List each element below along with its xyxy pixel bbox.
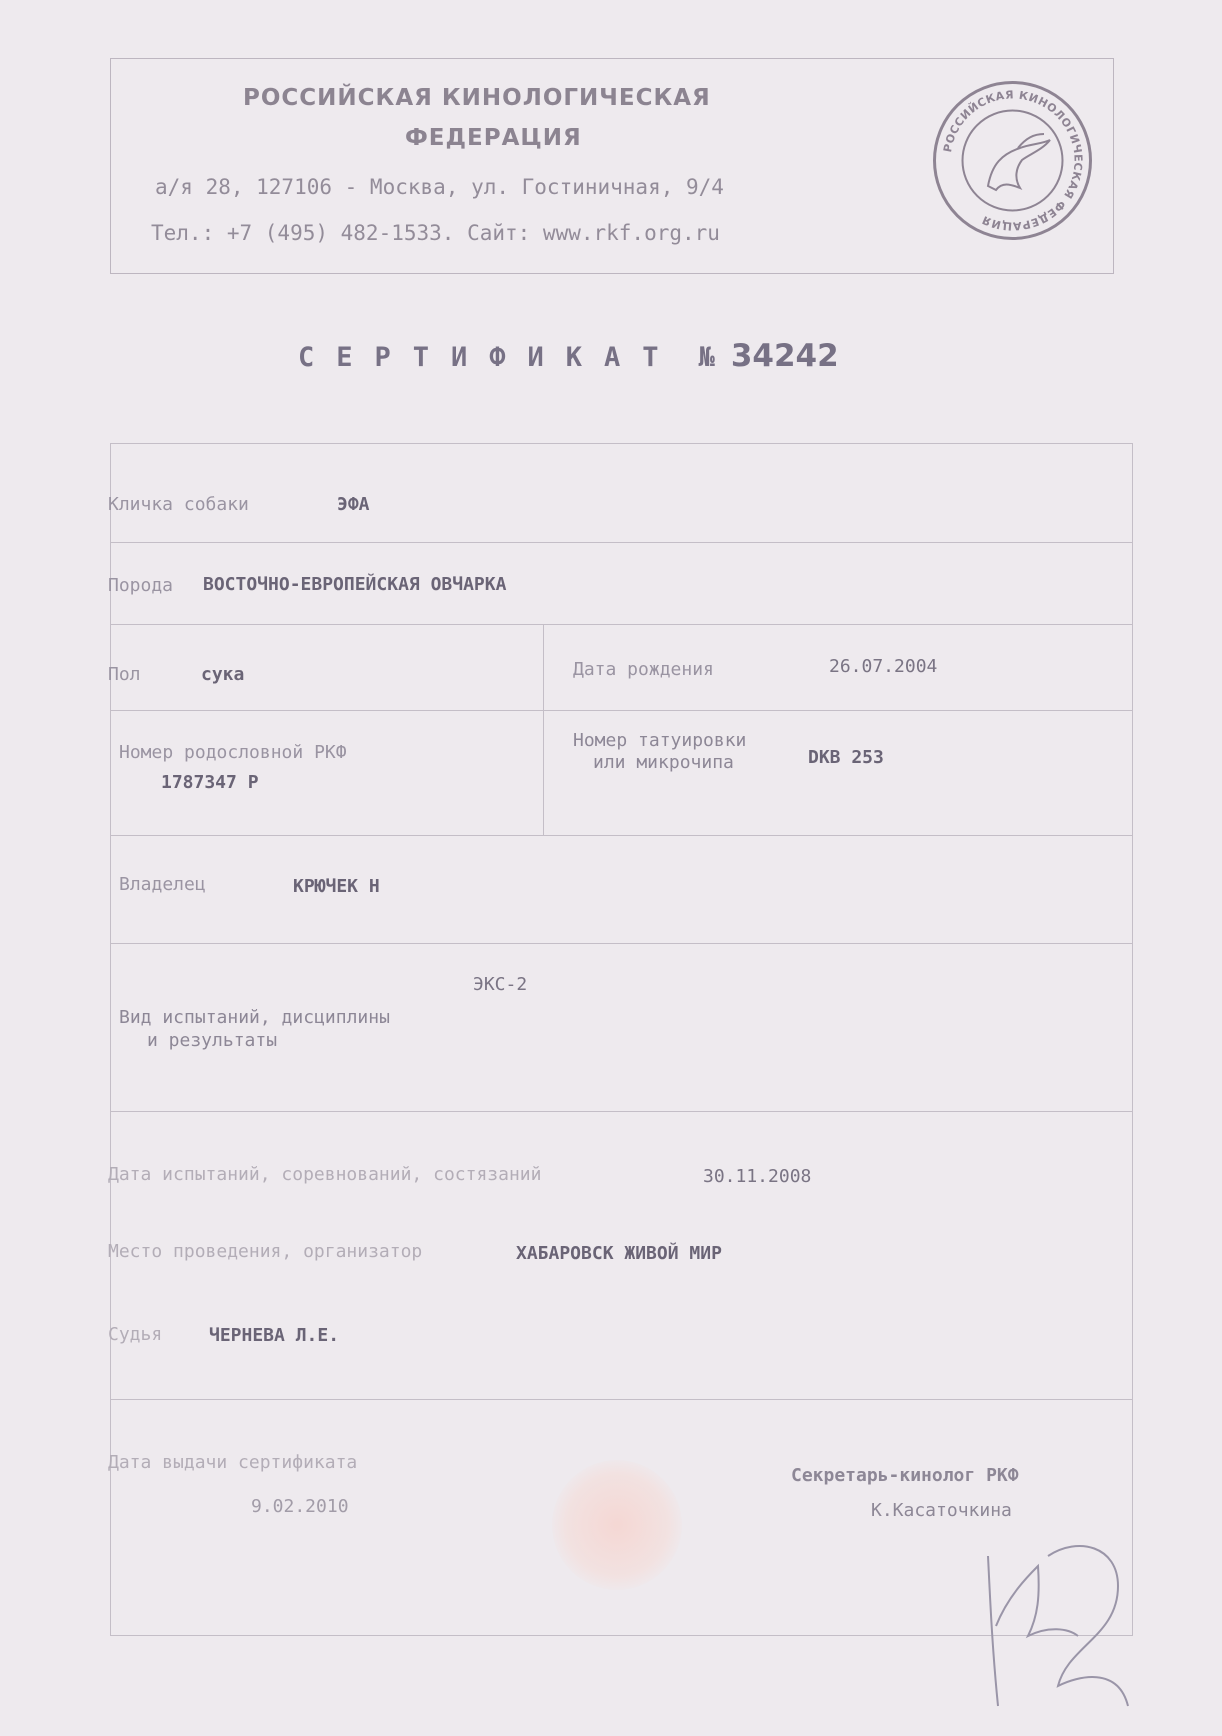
row-divider: [111, 1111, 1132, 1112]
row-divider: [111, 710, 1132, 711]
pedigree-value: 1787347 Р: [161, 772, 259, 793]
birth-date-label: Дата рождения: [573, 659, 714, 680]
certificate-form: [110, 443, 1133, 1636]
certificate-number: 34242: [730, 338, 839, 374]
place-value: ХАБАРОВСК ЖИВОЙ МИР: [516, 1243, 722, 1264]
number-sign: №: [698, 342, 715, 373]
test-date-label: Дата испытаний, соревнований, состязаний: [108, 1164, 542, 1185]
certificate-title: [298, 338, 839, 374]
org-address: а/я 28, 127106 - Москва, ул. Гостиничная, 9/4: [155, 175, 724, 199]
sex-value: сука: [201, 664, 245, 685]
birth-date-value: 26.07.2004: [829, 656, 938, 677]
sex-label: Пол: [108, 664, 141, 685]
tattoo-label-line2: или микрочипа: [593, 752, 734, 773]
owner-value: КРЮЧЕК Н: [293, 876, 380, 897]
signature-icon: [968, 1536, 1138, 1726]
judge-value: ЧЕРНЕВА Л.Е.: [209, 1325, 340, 1346]
place-label: Место проведения, организатор: [108, 1241, 423, 1262]
test-label-line2: и результаты: [147, 1030, 278, 1051]
row-divider: [111, 835, 1132, 836]
dog-name-label: Кличка собаки: [108, 494, 249, 515]
row-divider: [111, 1399, 1132, 1400]
issue-date-value: 9.02.2010: [251, 1496, 349, 1517]
test-label-line1: Вид испытаний, дисциплины: [119, 1007, 390, 1028]
org-name-line1: РОССИЙСКАЯ КИНОЛОГИЧЕСКАЯ: [243, 85, 711, 111]
row-divider: [111, 542, 1132, 543]
seal-text: РОССИЙСКАЯ КИНОЛОГИЧЕСКАЯ ФЕДЕРАЦИЯ: [941, 88, 1085, 233]
test-result-value: ЭКС-2: [473, 974, 528, 995]
breed-label: Порода: [108, 575, 174, 596]
judge-label: Судья: [108, 1324, 163, 1345]
org-name-line2: ФЕДЕРАЦИЯ: [405, 125, 582, 151]
rkf-seal-icon: [930, 78, 1095, 243]
tattoo-label-line1: Номер татуировки: [573, 730, 747, 751]
faded-stamp: [552, 1460, 682, 1590]
secretary-name: К.Касаточкина: [871, 1500, 1012, 1521]
secretary-label: Секретарь-кинолог РКФ: [791, 1465, 1019, 1486]
org-contacts: Тел.: +7 (495) 482-1533. Сайт: www.rkf.org.ru: [151, 221, 720, 245]
breed-value: ВОСТОЧНО-ЕВРОПЕЙСКАЯ ОВЧАРКА: [203, 574, 507, 595]
owner-label: Владелец: [119, 874, 206, 895]
row-divider: [111, 624, 1132, 625]
issue-date-label: Дата выдачи сертификата: [108, 1452, 358, 1473]
row-divider: [111, 943, 1132, 944]
test-date-value: 30.11.2008: [703, 1166, 812, 1187]
certificate-word: СЕРТИФИКАТ: [298, 342, 681, 373]
pedigree-label: Номер родословной РКФ: [119, 742, 347, 763]
dog-name-value: ЭФА: [337, 494, 370, 515]
tattoo-value: DKB 253: [808, 747, 884, 768]
column-divider: [543, 624, 544, 835]
